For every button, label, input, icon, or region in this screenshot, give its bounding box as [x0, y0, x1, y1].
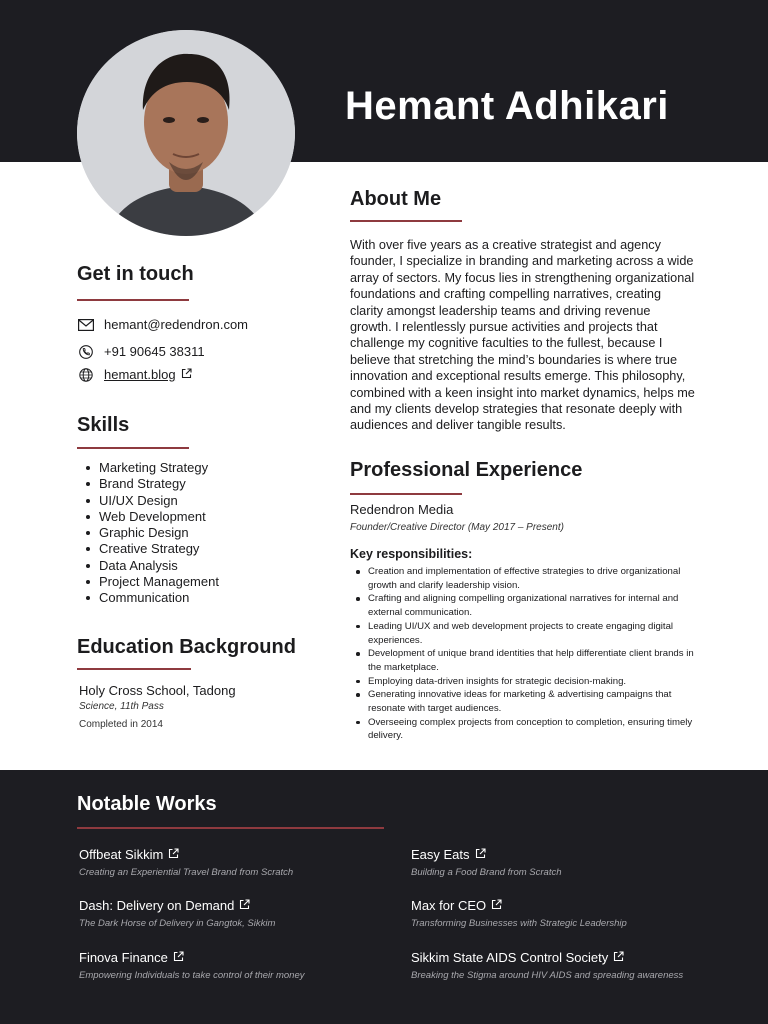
work-description: Transforming Businesses with Strategic Leadership	[411, 918, 627, 929]
work-item-max-for-ceo[interactable]	[411, 898, 731, 929]
experience-divider	[350, 493, 462, 495]
responsibility-item: Creation and implementation of effective strategies to drive organizational growth and clarify leadership vision.	[368, 565, 704, 592]
skill-item: Data Analysis	[99, 558, 219, 574]
external-link-icon	[168, 847, 179, 862]
skill-item: UI/UX Design	[99, 493, 219, 509]
about-heading: About Me	[350, 188, 442, 210]
experience-heading: Professional Experience	[350, 459, 583, 481]
contact-email[interactable]	[77, 317, 248, 332]
education-divider	[77, 668, 191, 670]
mail-icon	[77, 318, 95, 332]
external-link-icon	[491, 898, 502, 913]
education-completed: Completed in 2014	[79, 719, 163, 730]
education-heading: Education Background	[77, 636, 296, 658]
work-item-sikkim-aids[interactable]	[411, 950, 731, 981]
work-item-easy-eats[interactable]	[411, 847, 731, 878]
works-heading: Notable Works	[77, 793, 217, 815]
work-description: Building a Food Brand from Scratch	[411, 867, 562, 878]
work-title[interactable]: Offbeat Sikkim	[79, 847, 164, 862]
external-link-icon	[239, 898, 250, 913]
education-stream: Science, 11th Pass	[79, 701, 164, 712]
work-title[interactable]: Dash: Delivery on Demand	[79, 898, 235, 913]
contact-website-link[interactable]: hemant.blog	[104, 367, 176, 382]
skills-list	[99, 460, 219, 607]
about-text: With over five years as a creative strategist and agency founder, I specialize in branding and marketing across a wide array of sectors. My focus lies in strengthening organizational foundations and crafting compelling narratives, creating clarity amongst leadership teams and driving revenue growth. I relentlessly pursue activities and projects that challenge my cognitive faculties to the fullest, because I believe that stretching the mind’s boundaries is where true innovation and exceptional results emerge. This philosophy, combined with a keen insight into market dynamics, helps me and my clients develop strategies that resonate deeply with audiences and deliver tangible results.	[350, 238, 695, 433]
profile-photo	[77, 30, 295, 236]
work-description: Empowering Individuals to take control of their money	[79, 970, 305, 981]
about-divider	[350, 220, 462, 222]
skill-item: Project Management	[99, 574, 219, 590]
responsibilities-list	[368, 565, 704, 743]
skill-item: Communication	[99, 590, 219, 606]
globe-icon	[77, 368, 95, 382]
responsibility-item: Development of unique brand identities that help differentiate client brands in the marketplace.	[368, 647, 704, 674]
work-title[interactable]: Max for CEO	[411, 898, 487, 913]
works-divider	[77, 827, 384, 829]
contact-phone[interactable]	[77, 344, 205, 359]
responsibility-item: Generating innovative ideas for marketing & advertising campaigns that resonate with target audiences.	[368, 688, 704, 715]
responsibility-item: Employing data-driven insights for strategic decision-making.	[368, 675, 704, 689]
contact-divider	[77, 299, 189, 301]
person-name: Hemant Adhikari	[345, 84, 669, 128]
contact-website[interactable]	[77, 367, 192, 382]
work-description: The Dark Horse of Delivery in Gangtok, Sikkim	[79, 918, 276, 929]
responsibility-item: Crafting and aligning compelling organizational narratives for internal and external communication.	[368, 592, 704, 619]
external-link-icon	[475, 847, 486, 862]
key-responsibilities-label: Key responsibilities:	[350, 547, 473, 561]
work-title[interactable]: Finova Finance	[79, 950, 168, 965]
skill-item: Marketing Strategy	[99, 460, 219, 476]
external-link-icon	[613, 950, 624, 965]
skills-divider	[77, 447, 189, 449]
external-link-icon	[181, 367, 192, 382]
contact-phone-text: +91 90645 38311	[104, 344, 205, 359]
work-title[interactable]: Easy Eats	[411, 847, 470, 862]
work-description: Creating an Experiential Travel Brand from Scratch	[79, 867, 294, 878]
skill-item: Web Development	[99, 509, 219, 525]
education-school: Holy Cross School, Tadong	[79, 683, 236, 698]
work-title[interactable]: Sikkim State AIDS Control Society	[411, 950, 609, 965]
skill-item: Brand Strategy	[99, 476, 219, 492]
responsibility-item: Leading UI/UX and web development projects to create engaging digital experiences.	[368, 620, 704, 647]
skill-item: Graphic Design	[99, 525, 219, 541]
work-item-dash[interactable]	[79, 898, 399, 929]
work-description: Breaking the Stigma around HIV AIDS and spreading awareness	[411, 970, 684, 981]
external-link-icon	[173, 950, 184, 965]
responsibility-item: Overseeing complex projects from conception to completion, ensuring timely delivery.	[368, 716, 704, 743]
work-item-offbeat-sikkim[interactable]	[79, 847, 399, 878]
work-item-finova-finance[interactable]	[79, 950, 399, 981]
skill-item: Creative Strategy	[99, 541, 219, 557]
skills-heading: Skills	[77, 414, 130, 436]
contact-email-text: hemant@redendron.com	[104, 317, 248, 332]
experience-company: Redendron Media	[350, 502, 454, 517]
phone-icon	[77, 345, 95, 359]
experience-role: Founder/Creative Director (May 2017 – Present)	[350, 522, 564, 533]
contact-heading: Get in touch	[77, 263, 194, 285]
